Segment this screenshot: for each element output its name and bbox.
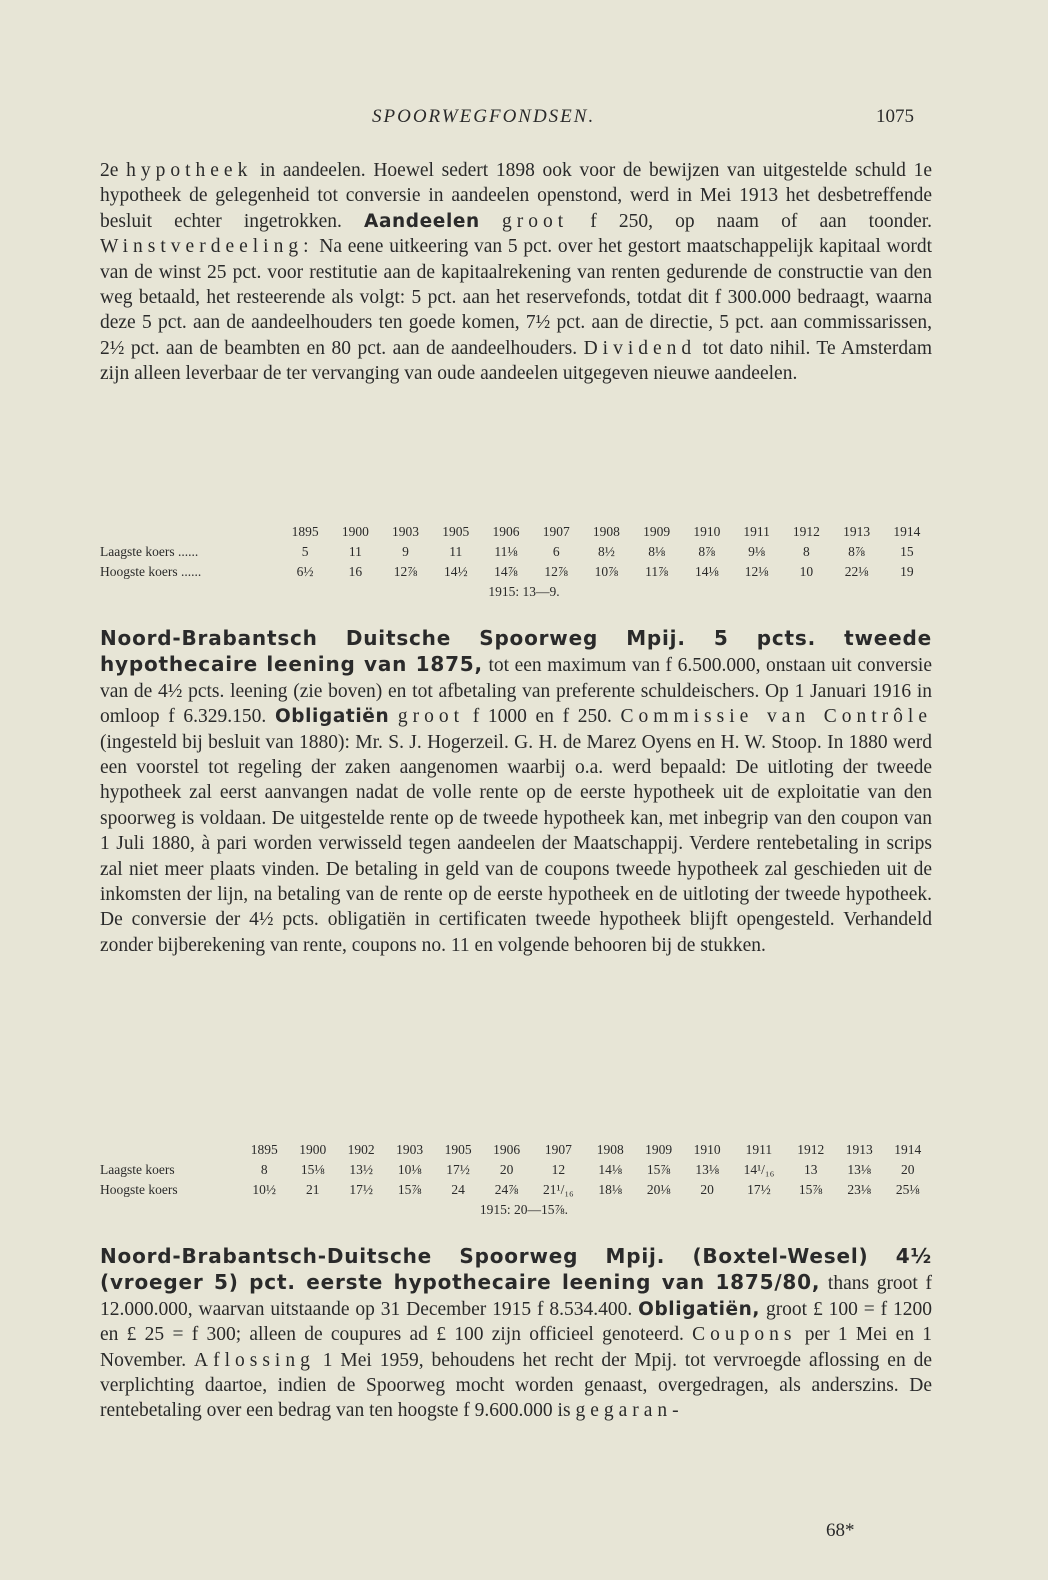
year-header: 1900	[341, 524, 369, 539]
spaced-term-winstverdeeling: Winstverdeeling:	[100, 236, 314, 258]
spaced-term-gegaran: gegaran-	[575, 1400, 684, 1422]
quote-cell: 17½	[747, 1182, 771, 1197]
spaced-term-groot: groot	[501, 210, 569, 232]
spaced-term-hypotheek: hypotheek	[126, 160, 253, 181]
year-header: 1895	[250, 1142, 278, 1157]
spaced-term-commissie: Commissie van Contrôle	[620, 706, 933, 728]
table-row	[100, 542, 932, 562]
quote-cell: 8⅛	[648, 544, 666, 559]
quotation-table-aandeelen	[100, 522, 932, 582]
page-header	[0, 104, 1048, 134]
year-header: 1913	[845, 1142, 873, 1157]
quote-cell: 24	[451, 1182, 465, 1197]
quote-cell: 20⅛	[646, 1182, 671, 1197]
year-header: 1909	[643, 524, 671, 539]
quote-cell: 14⅛	[598, 1162, 622, 1177]
row-label: Laagste koers ......	[100, 544, 199, 559]
quote-cell: 11	[348, 544, 362, 559]
quote-cell: 11⅞	[645, 564, 669, 579]
page-number: 1075	[876, 106, 914, 127]
quote-cell: 17½	[349, 1182, 373, 1197]
table-row	[100, 1180, 932, 1200]
quote-cell: 12⅞	[544, 564, 569, 579]
corner-cell	[100, 1140, 240, 1160]
year-header: 1900	[299, 1142, 327, 1157]
quote-cell: 12⅞	[393, 564, 418, 579]
paragraph-tweede-hypotheek	[100, 626, 932, 958]
year-header: 1911	[743, 524, 770, 539]
year-header-row	[100, 522, 932, 542]
quote-cell: 8½	[597, 544, 615, 559]
quote-cell: 14⅞	[494, 564, 518, 579]
quote-cell: 19	[900, 564, 914, 579]
paragraph-aandeelen	[100, 158, 932, 387]
year-header: 1908	[592, 524, 620, 539]
spaced-term-aflossing: Aflossing	[194, 1349, 315, 1371]
year-header: 1910	[693, 1142, 721, 1157]
text-run: thans groot f 12.000.000, waarvan uitstaande op 31 December 1915 f 8.534.400.	[100, 1273, 932, 1320]
quote-cell: 6½	[296, 564, 314, 579]
year-header: 1913	[843, 524, 871, 539]
year-header: 1906	[493, 1142, 521, 1157]
quote-cell: 15⅞	[646, 1162, 671, 1177]
text-run: in aandeelen. Hoewel sedert 1898 ook voor de bewijzen van uitgestelde schuld 1e hypotheek de gelegenheid tot conversie in aandeelen openstond, werd in Mei 1913 het desbetreffende besluit echter ingetrokken.	[100, 160, 933, 232]
text-run: per 1 Mei en 1 November.	[100, 1324, 932, 1371]
text-run: (ingesteld bij besluit van 1880): Mr. S. J. Hogerzeil. G. H. de Marez Oyens en H. W. Stoop. In 1880 werd een voorstel tot regeling der zaken aangenomen waarbij o.a. werd bepaald: De uitloting der tweede hypotheek zal eerst aanvangen nadat de volle rente op de eerste hypotheek uit de exploitatie van den spoorweg is voldaan. De uitgestelde rente op de tweede hypotheek kan, met inbegrip van den coupon van 1 Juli 1880, à pari worden verwisseld tegen aandeelen der Maatschappij. Verdere rentebetaling in scrips zal niet meer plaats vinden. De betaling in geld van de coupons tweede hypotheek zal geschieden uit de inkomsten der lijn, na betaling van de rente op de eerste hypotheek en de uitloting der tweede hypotheek. De conversie der 4½ pcts. obligatiën in certificaten tweede hypotheek blijft opengesteld. Verhandeld zonder bijberekening van rente, coupons no. 11 en volgende behooren bij de stukken.	[100, 731, 932, 956]
year-header-row	[100, 1140, 932, 1160]
year-header: 1912	[797, 1142, 825, 1157]
quote-cell: 22⅛	[844, 564, 869, 579]
section-heading-tweede-hypotheek: Noord-Brabantsch Duitsche Spoorweg Mpij. 5 pcts. tweede hypothecaire leening van 1875,	[100, 626, 932, 677]
quote-cell: 16	[348, 564, 363, 579]
row-label: Hoogste koers	[100, 1182, 178, 1197]
year-header: 1914	[893, 524, 921, 539]
text-run	[480, 211, 502, 232]
year-header: 1910	[693, 524, 721, 539]
quote-cell: 21¹/₁₆	[543, 1182, 574, 1197]
year-header: 1895	[291, 524, 319, 539]
text-run	[389, 706, 398, 727]
paragraph-eerste-hypotheek	[100, 1244, 932, 1424]
year-header: 1903	[392, 524, 420, 539]
year-header: 1911	[745, 1142, 773, 1157]
table-row	[100, 562, 932, 582]
quote-cell: 14¹/₁₆	[743, 1162, 775, 1177]
quote-cell: 8⅞	[848, 544, 866, 559]
quote-cell: 11	[449, 544, 463, 559]
year-header: 1907	[542, 524, 570, 539]
quote-cell: 10⅛	[397, 1162, 422, 1177]
text-run: Na eene uitkeering van 5 pct. over het gestort maatschappelijk kapitaal wordt van de winst 25 pct. voor restitutie aan de kapitaalrekening van renten gedurende de constructie van den weg betaald, het resteerende als volgt: 5 pct. aan het reservefonds, totdat dit f 300.000 bedraagt, waarna deze 5 pct. aan de aandeelhouders ten goede komen, 7½ pct. aan de directie, 5 pct. aan commissarissen, 2½ pct. aan de beambten en 80 pct. aan de aandeelhouders.	[100, 236, 932, 359]
quote-cell: 10	[799, 564, 814, 579]
spaced-term-coupons: Coupons	[692, 1324, 797, 1346]
row-label: Laagste koers	[100, 1162, 175, 1177]
quotation-table-tweede-hypotheek	[100, 1140, 932, 1200]
quote-cell: 14½	[443, 564, 468, 579]
running-title: SPOORWEGFONDSEN.	[372, 106, 596, 127]
quote-cell: 5	[301, 544, 309, 559]
year-header: 1903	[396, 1142, 424, 1157]
quote-cell: 10½	[252, 1182, 277, 1197]
quote-cell: 20	[700, 1182, 714, 1197]
text-run: tot dato nihil. Te Amsterdam zijn alleen leverbaar de ter vervanging van oude aandeelen uitgegeven nieuwe aandeelen.	[100, 337, 932, 385]
quote-cell: 15⅛	[300, 1162, 325, 1177]
quote-cell: 23⅛	[847, 1182, 872, 1197]
quote-cell: 24⅞	[494, 1182, 519, 1197]
quote-cell: 10⅞	[594, 564, 619, 579]
year-header: 1908	[596, 1142, 624, 1157]
year-header: 1907	[544, 1142, 572, 1157]
text-run: f 1000 en f 250.	[464, 706, 621, 728]
text-run: f 250, op naam of aan toonder.	[568, 210, 933, 232]
section-heading-eerste-hypotheek: Noord-Brabantsch-Duitsche Spoorweg Mpij. (Boxtel-Wesel) 4½ (vroeger 5) pct. eerste hypothecaire leening van 1875/80,	[100, 1244, 932, 1295]
quotation-note-1915: 1915: 13—9.	[488, 584, 560, 599]
quote-cell: 18⅛	[598, 1182, 622, 1197]
year-header: 1909	[645, 1142, 673, 1157]
quote-cell: 12⅛	[744, 564, 769, 579]
quote-cell: 8⅞	[698, 544, 716, 559]
signature-mark: 68*	[826, 1520, 855, 1541]
quote-cell: 13⅛	[847, 1162, 872, 1177]
year-header: 1912	[792, 524, 820, 539]
quote-cell: 14⅛	[695, 564, 719, 579]
quote-cell: 15⅞	[397, 1182, 422, 1197]
year-header: 1914	[894, 1142, 922, 1157]
quote-cell: 11⅛	[494, 544, 518, 559]
quote-cell: 17½	[446, 1162, 470, 1177]
table-row	[100, 1160, 932, 1180]
text-run: 1 Mei 1959, behoudens het recht der Mpij. tot vervroegde aflossing en de verplichting daartoe, indien de Spoorweg mocht worden genaast, overgedragen, als anderszins. De rentebetaling over een bedrag van ten hoogste f 9.600.000 is	[100, 1349, 933, 1422]
corner-cell	[100, 522, 280, 542]
quote-cell: 13½	[349, 1162, 373, 1177]
year-header: 1902	[347, 1142, 375, 1157]
quote-cell: 8	[802, 544, 810, 559]
quote-cell: 12	[551, 1162, 566, 1177]
spaced-term-groot: groot	[397, 706, 465, 728]
bold-term-obligatien: Obligatiën	[274, 706, 390, 728]
spaced-term-dividend: Dividend	[583, 337, 697, 359]
text-run: tot een maximum van f 6.500.000, onstaan uit conversie van de 4½ pcts. leening (zie boven) en tot afbetaling van preferente schuldeischers. Op 1 Januari 1916 in omloop f 6.329.150.	[100, 655, 932, 728]
text-run: 2e	[100, 160, 127, 181]
quote-cell: 13⅛	[695, 1162, 719, 1177]
quote-cell: 20	[900, 1162, 915, 1177]
year-header: 1905	[444, 1142, 472, 1157]
year-header: 1906	[492, 524, 520, 539]
quote-cell: 6	[552, 544, 560, 559]
quote-cell: 9⅛	[748, 544, 766, 559]
quote-cell: 20	[499, 1162, 514, 1177]
row-label: Hoogste koers ......	[100, 564, 202, 579]
quote-cell: 15	[900, 544, 914, 559]
quote-cell: 25⅛	[895, 1182, 920, 1197]
bold-term-obligatien: Obligatiën,	[638, 1298, 761, 1320]
quotation-note-1915-b: 1915: 20—15⅞.	[479, 1202, 569, 1217]
text-run: groot £ 100 = f 1200 en £ 25 = f 300; alleen de coupures ad £ 100 zijn officieel genoteerd.	[100, 1298, 932, 1346]
quote-cell: 15⅞	[798, 1182, 823, 1197]
quote-cell: 13	[803, 1162, 818, 1177]
quote-cell: 8	[260, 1162, 268, 1177]
year-header: 1905	[442, 524, 470, 539]
quote-cell: 9	[402, 544, 409, 559]
quote-cell: 21	[305, 1182, 320, 1197]
bold-term-aandeelen: Aandeelen	[364, 210, 480, 232]
